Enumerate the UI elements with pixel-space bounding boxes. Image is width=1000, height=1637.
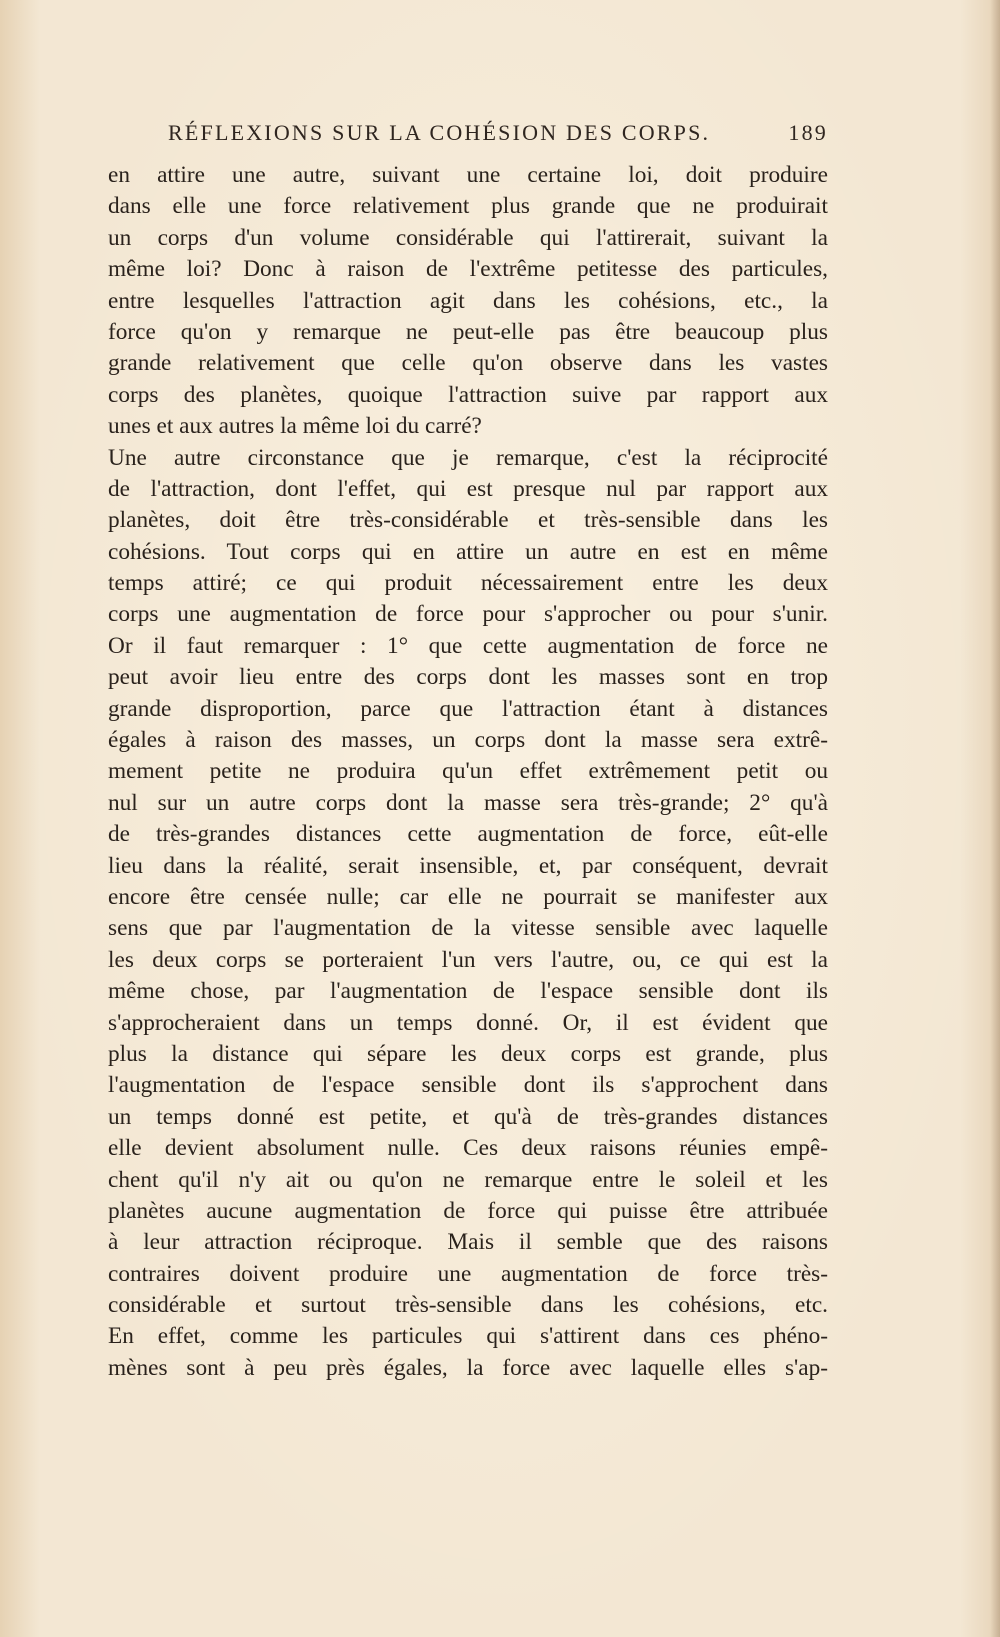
text-line: cohésions. Tout corps qui en attire un autre en est en même [108, 538, 828, 565]
text-line: temps attiré; ce qui produit nécessairement entre les deux [108, 570, 828, 597]
running-title: RÉFLEXIONS SUR LA COHÉSION DES CORPS. [168, 120, 711, 145]
text-line: force qu'on y remarque ne peut-elle pas être beaucoup plus [108, 318, 828, 345]
text-line: considérable et surtout très-sensible dans les cohésions, etc. [108, 1292, 828, 1319]
text-line: de très-grandes distances cette augmentation de force, eût-elle [108, 821, 828, 848]
text-line: Une autre circonstance que je remarque, c'est la réciprocité [108, 444, 828, 471]
text-line: mement petite ne produira qu'un effet extrêmement petit ou [108, 758, 828, 785]
body-text [108, 160, 828, 1384]
text-line: plus la distance qui sépare les deux corps est grande, plus [108, 1040, 828, 1067]
text-line: grande relativement que celle qu'on observe dans les vastes [108, 350, 828, 377]
text-line: unes et aux autres la même loi du carré? [108, 413, 482, 440]
running-head [168, 120, 828, 150]
text-line: contraires doivent produire une augmentation de force très- [108, 1260, 828, 1287]
text-line: même loi? Donc à raison de l'extrême petitesse des particules, [108, 256, 828, 283]
text-line: Or il faut remarquer : 1° que cette augmentation de force ne [108, 632, 828, 659]
text-line: corps une augmentation de force pour s'approcher ou pour s'unir. [108, 601, 828, 628]
text-line: En effet, comme les particules qui s'attirent dans ces phéno- [108, 1323, 828, 1350]
text-line: à leur attraction réciproque. Mais il semble que des raisons [108, 1229, 828, 1256]
text-line: sens que par l'augmentation de la vitesse sensible avec laquelle [108, 915, 828, 942]
text-line: s'approcheraient dans un temps donné. Or, il est évident que [108, 1009, 828, 1036]
text-line: grande disproportion, parce que l'attraction étant à distances [108, 695, 828, 722]
text-line: un temps donné est petite, et qu'à de très-grandes distances [108, 1103, 828, 1130]
text-line: un corps d'un volume considérable qui l'attirerait, suivant la [108, 224, 828, 251]
text-line: encore être censée nulle; car elle ne pourrait se manifester aux [108, 883, 828, 910]
text-line: de l'attraction, dont l'effet, qui est presque nul par rapport aux [108, 475, 828, 502]
text-line: mènes sont à peu près égales, la force avec laquelle elles s'ap- [108, 1354, 828, 1381]
page-number: 189 [788, 120, 828, 145]
text-line: lieu dans la réalité, serait insensible, et, par conséquent, devrait [108, 852, 828, 879]
text-line: les deux corps se porteraient l'un vers l'autre, ou, ce qui est la [108, 946, 828, 973]
text-line: en attire une autre, suivant une certaine loi, doit produire [108, 162, 828, 188]
text-line: planètes aucune augmentation de force qui puisse être attribuée [108, 1197, 828, 1224]
text-line: nul sur un autre corps dont la masse sera très-grande; 2° qu'à [108, 789, 828, 816]
text-line: entre lesquelles l'attraction agit dans les cohésions, etc., la [108, 287, 828, 314]
text-line: dans elle une force relativement plus grande que ne produirait [108, 193, 828, 220]
text-line: peut avoir lieu entre des corps dont les masses sont en trop [108, 664, 828, 691]
text-line: l'augmentation de l'espace sensible dont ils s'approchent dans [108, 1072, 828, 1099]
text-line: même chose, par l'augmentation de l'espace sensible dont ils [108, 978, 828, 1005]
text-line: corps des planètes, quoique l'attraction suive par rapport aux [108, 381, 828, 408]
text-line: chent qu'il n'y ait ou qu'on ne remarque entre le soleil et les [108, 1166, 828, 1193]
text-line: égales à raison des masses, un corps dont la masse sera extrê- [108, 727, 828, 754]
text-line: planètes, doit être très-considérable et très-sensible dans les [108, 507, 828, 534]
page-edge-shadow [990, 0, 1000, 1637]
text-line: elle devient absolument nulle. Ces deux raisons réunies empê- [108, 1135, 828, 1162]
